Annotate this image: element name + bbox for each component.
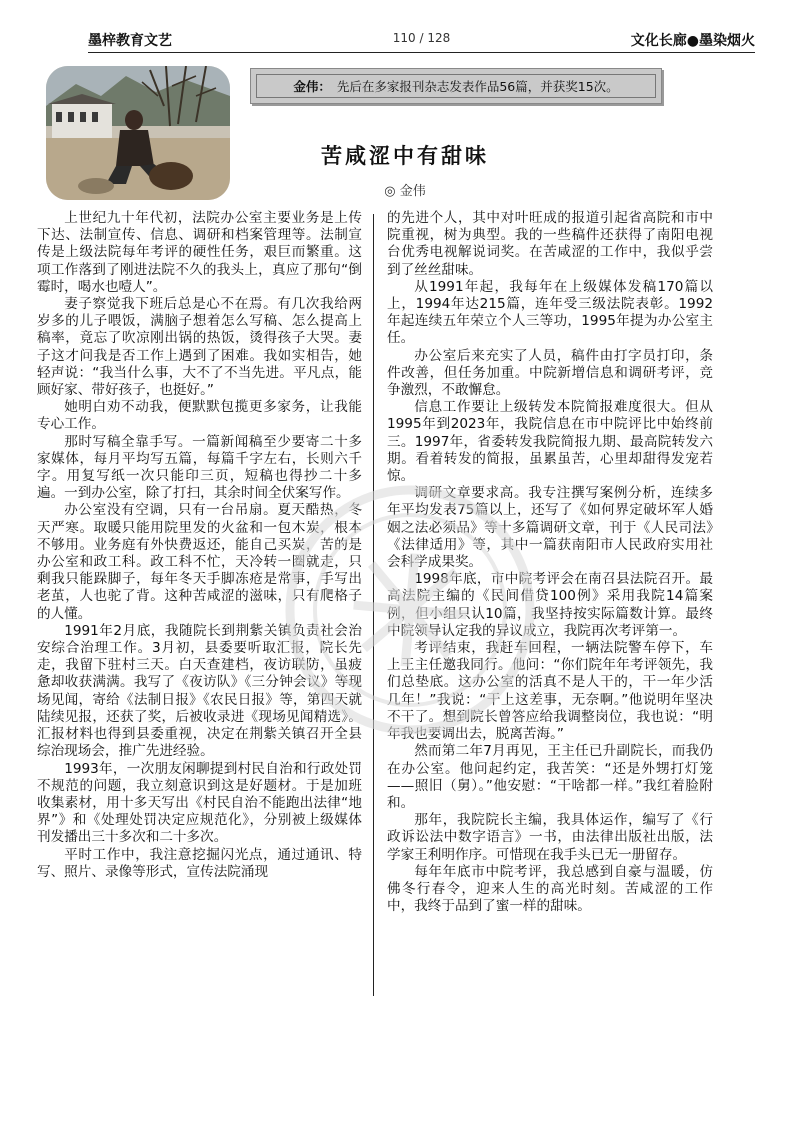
paragraph: 1991年2月底，我随院长到荆紫关镇负责社会治安综合治理工作。3月初，县委要听取汇报，院长先走，我留下驻村三天。白天查建档，夜访联防，虽疲惫却收获满满。我写了《夜访队》《三分钟会议》等现场见闻，寄给《法制日报》《农民日报》等，第四天就陆续见报，还获了奖，后被收录进《现场见闻精选》。汇报材料也得到县委重视，决定在荆紫关镇召开全县综治现场会，推广先进经验。 xyxy=(37,622,362,760)
paragraph: 从1991年起，我每年在上级媒体发稿170篇以上，1994年达215篇，连年受三级法院表彰。1992年起连续五年荣立个人三等功，1995年提为办公室主任。 xyxy=(387,278,713,347)
article-title: 苦咸涩中有甜味 xyxy=(321,143,489,168)
column-divider xyxy=(373,214,374,996)
paragraph: 办公室后来充实了人员，稿件由打字员打印，条件改善，但任务加重。中院新增信息和调研考评，竞争激烈，不敢懈怠。 xyxy=(387,347,713,399)
paragraph: 那时写稿全靠手写。一篇新闻稿至少要寄二十多家媒体，每月平均写五篇，每篇千字左右，长则六千字。用复写纸一次只能印三页，短稿也得抄二十多遍。一到办公室，除了打扫，其余时间全伏案写作。 xyxy=(37,433,362,502)
paragraph: 平时工作中，我注意挖掘闪光点，通过通讯、特写、照片、录像等形式，宣传法院涌现 xyxy=(37,846,362,880)
paragraph: 妻子察觉我下班后总是心不在焉。有几次我给两岁多的儿子喂饭，满脑子想着怎么写稿、怎么提高上稿率，竟忘了吹凉刚出锅的热饭，烫得孩子大哭。妻子这才问我是否工作上遇到了困难。我如实相告，她轻声说：“我当什么事，大不了不当先进。平凡点，能顾好家、带好孩子，也挺好。” xyxy=(37,296,362,399)
paragraph: 的先进个人，其中对叶旺成的报道引起省高院和市中院重视，树为典型。我的一些稿件还获得了南阳电视台优秀电视解说词奖。在苦咸涩的工作中，我似乎尝到了丝丝甜味。 xyxy=(387,210,713,278)
author-bio-box xyxy=(250,68,662,104)
paragraph: 上世纪九十年代初，法院办公室主要业务是上传下达、法制宣传、信息、调研和档案管理等。法制宣传是上级法院每年考评的硬性任务，艰巨而繁重。这项工作落到了刚进法院不久的我头上，真应了那句“倒霉时，喝水也噎人”。 xyxy=(37,210,362,295)
paragraph: 她明白劝不动我，便默默包揽更多家务，让我能专心工作。 xyxy=(37,399,362,433)
paragraph: 每年年底市中院考评，我总感到自豪与温暖，仿佛冬行春令，迎来人生的高光时刻。苦咸涩的工作中，我终于品到了蜜一样的甜味。 xyxy=(387,863,713,915)
left-column xyxy=(37,210,362,881)
paragraph: 办公室没有空调，只有一台吊扇。夏天酷热，冬天严寒。取暖只能用院里发的火盆和一包木炭，根本不够用。业务庭有外快费返还，能自己买炭，苦的是办公室和政工科。政工科不忙，天冷转一圈就走，只剩我只能跺脚子，每年冬天手脚冻疮是常事，手写出老茧，人也驼了背。这种苦咸涩的滋味，只有爬格子的人懂。 xyxy=(37,502,362,622)
paragraph: 考评结束，我赶车回程，一辆法院警车停下，车上王主任邀我同行。他问：“你们院年年考评领先，我们总垫底。这办公室的活真不是人干的，干一年少活几年！”我说：“干上这差事，无奈啊。”他说明年坚决不干了。想到院长曾答应给我调整岗位，我也说：“明年我也要调出去，脱离苦海。” xyxy=(387,640,713,743)
author-photo xyxy=(46,66,230,200)
header-column-name: 文化长廊●墨染烟火 xyxy=(630,33,755,49)
article-byline: ◎ 金伟 xyxy=(384,184,426,199)
paragraph: 信息工作要让上级转发本院简报难度很大。但从1995年到2023年，我院信息在市中院评比中始终前三。1997年，省委转发我院简报九期、最高院转发六期。看着转发的简报，虽累虽苦，心里却甜得发宠若惊。 xyxy=(387,399,713,485)
header-rule xyxy=(88,52,755,53)
paragraph: 1998年底，市中院考评会在南召县法院召开。最高法院主编的《民间借贷100例》采用我院14篇案例，但小组只认10篇，我坚持按实际篇数计算。最终中院领导认定我的异议成立，我院再次考评第一。 xyxy=(387,571,713,639)
right-column xyxy=(387,210,713,915)
author-name: 金伟： xyxy=(293,79,331,94)
header-publication: 墨梓教育文艺 xyxy=(88,33,172,49)
paragraph: 1993年，一次朋友闲聊提到村民自治和行政处罚不规范的问题，我立刻意识到这是好题材。于是加班收集素材，用十多天写出《村民自治不能跑出法律“地界”》和《处理处罚决定应规范化》，分别被上级媒体刊发播出三十多次和二十多次。 xyxy=(37,760,362,846)
page-header xyxy=(88,30,755,50)
paragraph: 那年，我院院长主编，我具体运作，编写了《行政诉讼法中数字语言》一书，由法律出版社出版，法学家王利明作序。可惜现在我手头已无一册留存。 xyxy=(387,812,713,863)
paragraph: 调研文章要求高。我专注撰写案例分析，连续多年平均发表75篇以上，还写了《如何界定破坏军人婚姻之法必须品》等十多篇调研文章，刊于《人民司法》《法律适用》等，其中一篇获南阳市人民政府实用社会科学成果奖。 xyxy=(387,485,713,571)
paragraph: 然而第二年7月再见，王主任已升副院长，而我仍在办公室。他问起约定，我苦笑：“还是外甥打灯笼——照旧（舅）。”他安慰：“干啥都一样。”我红着脸附和。 xyxy=(387,743,713,811)
page-number: 110 / 128 xyxy=(392,31,451,45)
author-bio: 先后在多家报刊杂志发表作品56篇，并获奖15次。 xyxy=(336,79,619,94)
